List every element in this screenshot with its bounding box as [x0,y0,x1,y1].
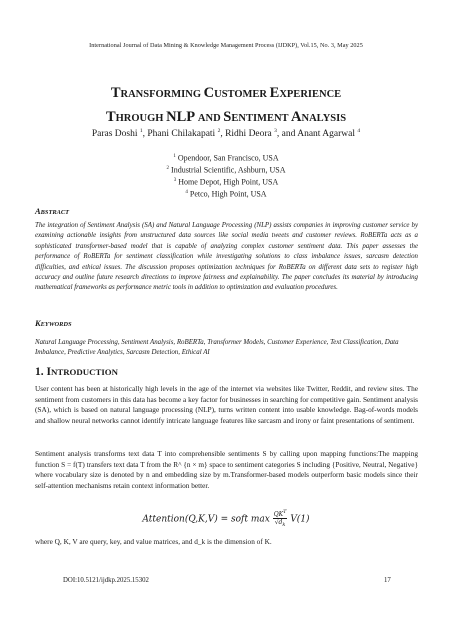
section-heading-introduction: 1. INTRODUCTION [35,366,118,378]
title-line-1: TRANSFORMING CUSTOMER EXPERIENCE [110,85,342,101]
attention-equation: Attention(Q,K,V) = soft max $\frac{QK^T}{√d_k}$ V(1) [142,509,310,529]
affiliations [0,152,452,201]
keywords-text: Natural Language Processing, Sentiment Analysis, RoBERTa, Transformer Models, Customer Experience, Text Classification, Data Imbalance, Predictive Analytics, Sarcasm Detection, Ethical AI [35,339,399,357]
equation-fraction: $\frac{QK^T}{√d_k}$ [273,509,287,529]
abstract-text: The integration of Sentiment Analysis (SA) and Natural Language Processing (NLP) assists companies in improving customer service by examining actionable insights from unstructured data sources like social media tweets and customer reviews. RoBERTa acts as a sophisticated transformer-based model that is capable of analyzing complex customer sentiment data. This paper assesses the performance of RoBERTa for sentiment classification while investigating solutions to class imbalance issues, sarcasm detection difficulties, and ethical issues. The discussion proposes optimization techniques for RoBERTa on different data sets to register high accuracy and outline future research directions to improve fairness and explainability. The paper concludes its material by introducing mathematical frameworks as performance metric tools in addition to optimization and evaluation procedures. [35,222,418,292]
intro-paragraph-3: where Q, K, V are query, key, and value matrices, and d_k is the dimension of K. [35,537,272,546]
affiliation-3: $^3$ Home Depot, High Point, USA [173,177,279,187]
page-number: 17 [384,577,391,584]
keywords-heading: KEYWORDS [35,318,72,328]
affiliation-2: $^2$ Industrial Scientific, Ashburn, USA [166,165,286,175]
author-list: Paras Doshi $^1$, Phani Chilakapati $^2$, Ridhi Deora $^3$, and Anant Agarwal $^4$ [91,128,361,140]
affiliation-4: $^4$ Petco, High Point, USA [185,190,267,200]
title-line-2: THROUGH NLP AND SENTIMENT ANALYSIS [105,109,347,125]
affiliation-1: $^1$ Opendoor, San Francisco, USA [173,153,279,163]
paper-title [0,82,452,130]
intro-paragraph-1: User content has been at historically high levels in the age of the internet via websites like Twitter, Reddit, and review sites. The sentiment from customers in this data has become a key factor for businesses in searching for competitive gain. Sentiment analysis (SA), which is based on natural language processing (NLP), turns written content into usable knowledge. Bag-of-words models and shallow neural networks cannot identify intricate language features like sarcasm and irony or faint presentations of sentiment. [35,384,418,425]
intro-paragraph-2: Sentiment analysis transforms text data T into comprehensible sentiments S by calling upon mapping functions:The mapping function S = f(T) transfers text data T from the R^ {n × m} space to sentiment categories S including {Positive, Neutral, Negative} where vocabulary size is denoted by n and embedding size by m.Transformer-based models outperform basic models since their self-attention mechanisms retain context information better. [35,449,418,490]
abstract-heading: ABSTRACT [35,206,70,216]
journal-header: International Journal of Data Mining & Knowledge Management Process (IJDKP), Vol.15, No. 3, May 2025 [89,42,363,49]
footer-doi: DOI:10.5121/ijdkp.2025.15302 [63,577,149,584]
